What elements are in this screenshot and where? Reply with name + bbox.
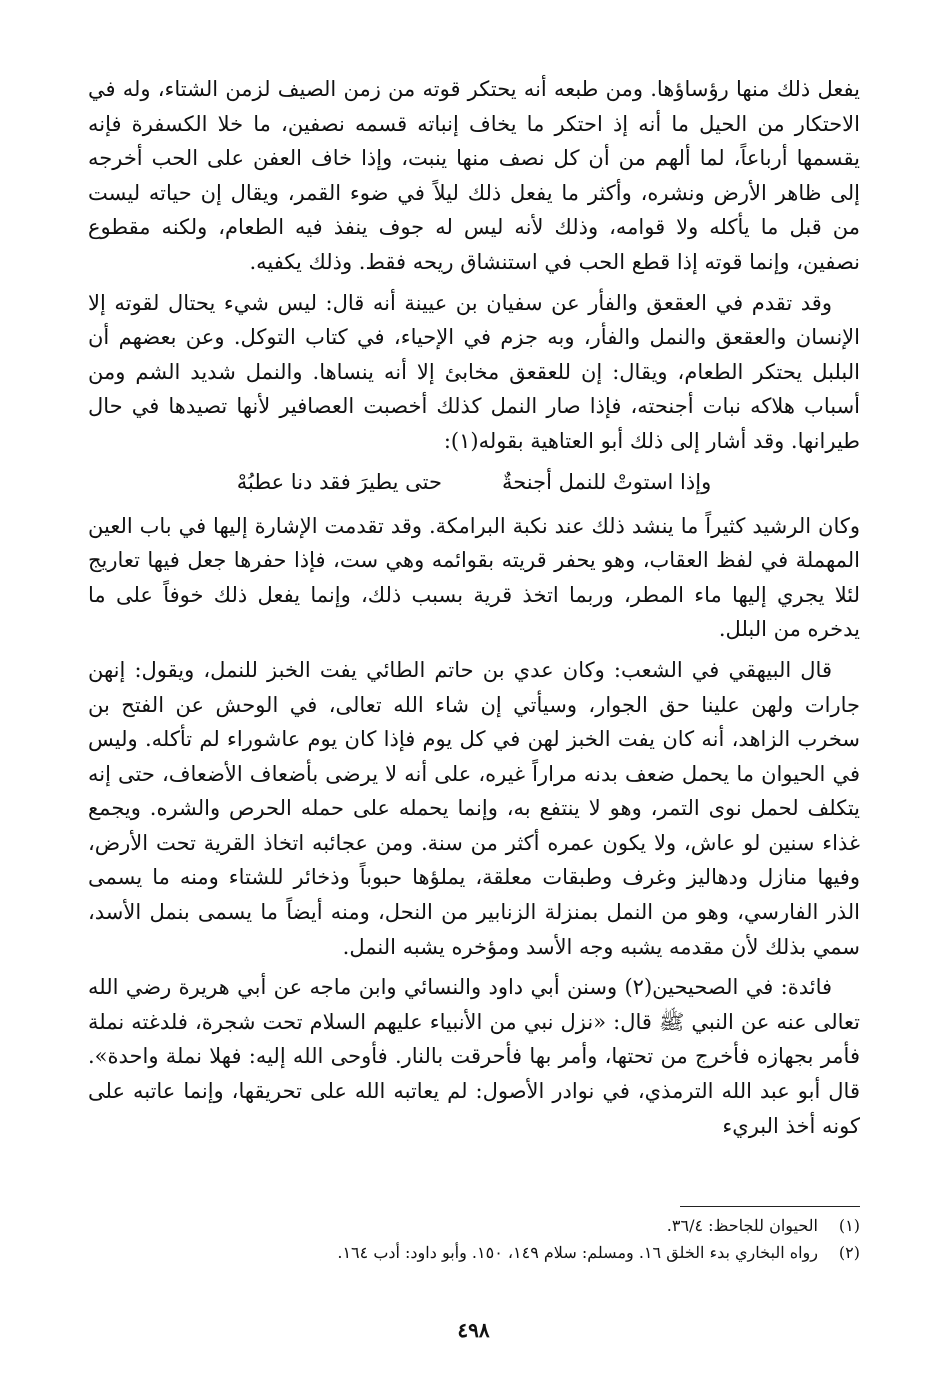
paragraph-1: يفعل ذلك منها رؤساؤها. ومن طبعه أنه يحتكر قوته من زمن الصيف لزمن الشتاء، وله في الاحتكار من الحيل ما أنه إذ احتكر ما يخاف إنباته قسمه نصفين، ما خلا الكسفرة فإنه يقسمها أرباعاً، لما ألهم من أن كل نصف منها ينبت، وإذا خاف العفن على الحب أخرجه إلى ظاهر الأرض ونشره، وأكثر ما يفعل ذلك ليلاً في ضوء القمر، ويقال إن حياته ليست من قبل ما يأكله ولا قوامه، وذلك لأنه ليس له جوف ينفذ فيه الطعام، ولكنه مقطوع نصفين، وإنما قوته إذا قطع الحب في استنشاق ريحه فقط. وذلك يكفيه.: [88, 77, 860, 274]
verse-first-hemistich: وإذا استوتْ للنمل أجنحةٌ: [501, 469, 712, 494]
footnotes: [88, 1212, 860, 1266]
footnote-2: [88, 1239, 860, 1266]
verse-second-hemistich: حتى يطيرَ فقد دنا عطبُهْ: [236, 469, 442, 494]
footnote-2-text: رواه البخاري بدء الخلق ١٦. ومسلم: سلام ١٤٩، ١٥٠. وأبو داود: أدب ١٦٤.: [337, 1243, 818, 1262]
page-body: [88, 72, 860, 1149]
paragraph-2: وقد تقدم في العقعق والفأر عن سفيان بن عيينة أنه قال: ليس شيء يحتال لقوته إلا الإنسان والعقعق والنمل والفأر، وبه جزم في الإحياء، في كتاب التوكل. وعن بعضهم أن البلبل يحتكر الطعام، ويقال: إن للعقعق مخابئ إلا أنه ينساها. والنمل شديد الشم ومن أسباب هلاكه نبات أجنحته، فإذا صار النمل كذلك أخصبت العصافير لأنها تصيدها في حال طيرانها. وقد أشار إلى ذلك أبو العتاهية بقوله(١):: [88, 290, 860, 453]
footnote-2-number: (٢): [838, 1243, 860, 1262]
footnote-1: [88, 1212, 860, 1239]
footnote-divider: [680, 1206, 860, 1207]
poem-verse: [88, 465, 860, 499]
paragraph-3: وكان الرشيد كثيراً ما ينشد ذلك عند نكبة البرامكة. وقد تقدمت الإشارة إليها في باب العين المهملة في لفظ العقاب، وهو يحفر قريته بقوائمه وهي ست، فإذا حفرها جعل فيها تعاريج لئلا يجري إليها ماء المطر، وربما اتخذ قرية بسبب ذلك، وإنما يفعل ذلك خوفاً على ما يدخره من البلل.: [88, 513, 860, 642]
paragraph-5: فائدة: في الصحيحين(٢) وسنن أبي داود والنسائي وابن ماجه عن أبي هريرة رضي الله تعالى عنه عن النبي ﷺ قال: «نزل نبي من الأنبياء عليهم السلام تحت شجرة، فلدغته نملة فأمر بجهازه فأخرج من تحتها، وأمر بها فأحرقت بالنار. فأوحى الله إليه: فهلا نملة واحدة». قال أبو عبد الله الترمذي، في نوادر الأصول: لم يعاتبه الله على تحريقها، وإنما عاتبه على كونه أخذ البريء: [88, 975, 860, 1138]
page-number: ٤٩٨: [457, 1318, 490, 1342]
paragraph-4: قال البيهقي في الشعب: وكان عدي بن حاتم الطائي يفت الخبز للنمل، ويقول: إنهن جارات ولهن علينا حق الجوار، وسيأتي إن شاء الله تعالى، في الوحش عن الفتح بن سخرب الزاهد، أنه كان يفت الخبز لهن في كل يوم فإذا كان يوم عاشوراء لم تأكله. وليس في الحيوان ما يحمل ضعف بدنه مراراً غيره، على أنه لا يرضى بأضعاف الأضعاف، حتى إنه يتكلف لحمل نوى التمر، وهو لا ينتفع به، وإنما يحمله على حمله الحرص والشره. ويجمع غذاء سنين لو عاش، ولا يكون عمره أكثر من سنة. ومن عجائبه اتخاذ القرية تحت الأرض، وفيها منازل ودهاليز وغرف وطبقات معلقة، يملؤها حبوباً وذخائر للشتاء ومنه ما يسمى الذر الفارسي، وهو من النمل بمنزلة الزنابير من النحل، ومنه أيضاً ما يسمى بنمل الأسد، سمي بذلك لأن مقدمه يشبه وجه الأسد ومؤخره يشبه النمل.: [88, 657, 860, 959]
footnote-1-number: (١): [838, 1216, 860, 1235]
footnote-1-text: الحيوان للجاحظ: ٣٦/٤.: [666, 1216, 818, 1235]
